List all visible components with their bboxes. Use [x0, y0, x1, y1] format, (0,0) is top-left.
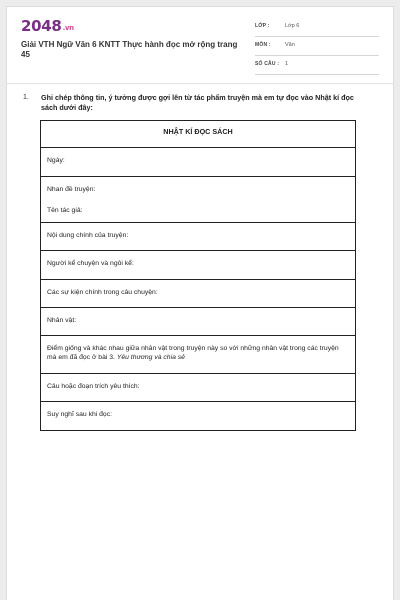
cell-label: Nội dung chính của truyện:	[47, 232, 129, 239]
question-text: Ghi chép thông tin, ý tưởng được gợi lên từ tác phẩm truyện mà em tự đọc vào Nhật kí đọc sách dưới đây:	[41, 93, 354, 112]
journal-cell-date[interactable]	[41, 148, 356, 177]
meta-value: Văn	[285, 42, 295, 48]
meta-value: Lớp 6	[285, 23, 300, 29]
journal-cell-events[interactable]	[41, 280, 356, 308]
table-row	[41, 336, 356, 374]
journal-cell-narrator[interactable]	[41, 251, 356, 280]
table-row	[41, 121, 356, 148]
journal-title: NHẬT KÍ ĐỌC SÁCH	[41, 121, 356, 148]
meta-label: LỚP :	[255, 23, 270, 29]
cell-label: Điểm giống và khác nhau giữa nhân vật trong truyện này so với những nhân vật trong các truyện mà em đã đọc ở bài 3.	[47, 345, 339, 361]
question-number: 1.	[23, 94, 29, 101]
cell-label: Người kể chuyện và ngôi kể:	[47, 260, 134, 267]
meta-label: SỐ CÂU :	[255, 61, 280, 67]
reading-journal-table	[40, 120, 356, 431]
journal-cell-quote[interactable]	[41, 374, 356, 402]
table-row	[41, 177, 356, 223]
table-row	[41, 280, 356, 308]
logo-domain: .vn	[62, 24, 74, 32]
journal-cell-compare[interactable]	[41, 336, 356, 374]
table-row	[41, 148, 356, 177]
table-row	[41, 308, 356, 336]
logo-number: 2048	[21, 17, 62, 35]
meta-row-class	[255, 19, 379, 37]
cell-label: Tên tác giả:	[47, 207, 83, 214]
cell-label-italic: Yêu thương và chia sẻ	[116, 354, 185, 361]
table-row	[41, 223, 356, 251]
table-row	[41, 251, 356, 280]
cell-label: Nhan đề truyện:	[47, 186, 96, 193]
header-divider	[7, 83, 393, 84]
table-row	[41, 402, 356, 431]
table-row	[41, 374, 356, 402]
meta-value: 1	[285, 61, 289, 67]
cell-label: Câu hoặc đoạn trích yêu thích:	[47, 383, 140, 390]
journal-cell-characters[interactable]	[41, 308, 356, 336]
meta-label: MÔN :	[255, 42, 271, 48]
document-page	[6, 6, 394, 600]
journal-cell-title-author[interactable]	[41, 177, 356, 223]
document-title: Giải VTH Ngữ Văn 6 KNTT Thực hành đọc mở rộng trang 45	[21, 40, 238, 59]
cell-label: Các sự kiện chính trong câu chuyện:	[47, 289, 158, 296]
document-meta	[255, 19, 379, 76]
meta-row-question-count	[255, 57, 379, 75]
meta-row-subject	[255, 38, 379, 56]
cell-label: Ngày:	[47, 157, 65, 164]
journal-cell-content[interactable]	[41, 223, 356, 251]
journal-cell-reflection[interactable]	[41, 402, 356, 431]
cell-label: Nhân vật:	[47, 317, 77, 324]
site-logo[interactable]	[21, 17, 74, 35]
cell-label: Suy nghĩ sau khi đọc:	[47, 411, 112, 418]
